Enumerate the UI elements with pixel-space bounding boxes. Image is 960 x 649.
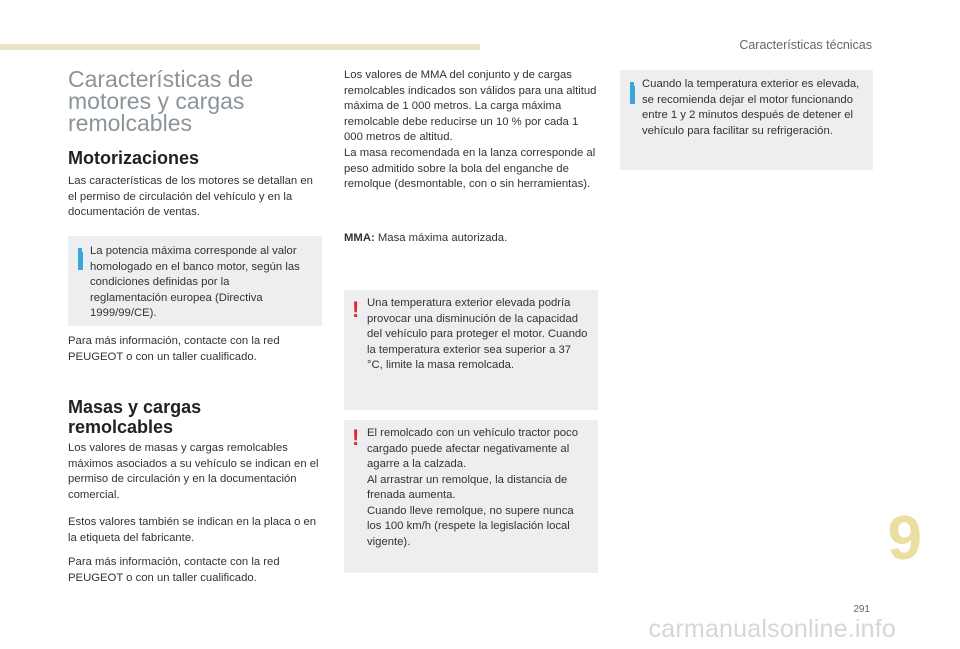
- heading-motorizaciones: Motorizaciones: [68, 148, 200, 168]
- masas-more-info: Para más información, contacte con la red PEUGEOT o con un taller cualificado.: [68, 556, 280, 584]
- mma-text: Masa máxima autorizada.: [374, 232, 508, 244]
- mma-label: MMA:: [344, 232, 375, 244]
- warning-box-temperatura-text: Una temperatura exterior elevada podría provocar una disminución de la capacidad del vehículo para proteger el motor. Cuando la temperatura exterior sea superior a 37 °C, limite la masa remolcada.: [367, 297, 588, 371]
- section-title: Características técnicas: [739, 38, 872, 52]
- warning-box-remolcado: [344, 420, 598, 573]
- info-box-potencia: [68, 236, 322, 326]
- info-box-refrigeracion-text: Cuando la temperatura exterior es elevada, se recomienda dejar el motor funcionando entre 1 y 2 minutos después de detener el vehículo para facilitar su refrigeración.: [642, 78, 860, 137]
- warning-remolcado-line-3: Cuando lleve remolque, no supere nunca los 100 km/h (respete la legislación local vigente).: [367, 504, 574, 548]
- mma-definition: [344, 231, 600, 247]
- page-number: 291: [853, 604, 870, 615]
- lanza-paragraph: La masa recomendada en la lanza corresponde al peso admitido sobre la bola del enganche de remolque (desmontable, con o sin herramientas).: [344, 147, 596, 190]
- warning-box-remolcado-text: [367, 426, 591, 550]
- info-box-potencia-text: La potencia máxima corresponde al valor homologado en el banco motor, según las condiciones definidas por la reglamentación europea (Directiva 1999/99/CE).: [90, 245, 300, 319]
- masas-paragraph-1: Los valores de masas y cargas remolcables máximos asociados a su vehículo se indican en el permiso de circulación y en la documentación comercial.: [68, 442, 319, 501]
- page-title: Características de motores y cargas remolcables: [68, 66, 254, 136]
- header-accent-bar: [0, 44, 480, 50]
- motorizaciones-paragraph: Las características de los motores se detallan en el permiso de circulación del vehículo y en la documentación de ventas.: [68, 175, 313, 218]
- warning-remolcado-line-1: El remolcado con un vehículo tractor poco cargado puede afectar negativamente al agarre a la calzada.: [367, 427, 578, 470]
- warning-icon: !: [352, 297, 360, 322]
- masas-paragraph-2: Estos valores también se indican en la placa o en la etiqueta del fabricante.: [68, 516, 317, 544]
- warning-icon: !: [352, 425, 360, 450]
- warning-box-temperatura: [344, 290, 598, 410]
- info-box-refrigeracion: [620, 70, 873, 170]
- heading-masas: Masas y cargas remolcables: [68, 397, 202, 437]
- chapter-number: 9: [887, 504, 922, 573]
- warning-remolcado-line-2: Al arrastrar un remolque, la distancia de frenada aumenta.: [367, 473, 568, 501]
- mma-validity-paragraph: Los valores de MMA del conjunto y de cargas remolcables indicados son válidos para una altitud máxima de 1 000 metros. La carga máxima remolcable debe reducirse un 10 % por cada 1 000 metros de altitud.: [344, 69, 597, 143]
- motorizaciones-more-info: Para más información, contacte con la red PEUGEOT o con un taller cualificado.: [68, 335, 280, 363]
- info-icon: [78, 248, 82, 270]
- watermark: carmanualsonline.info: [648, 615, 896, 643]
- info-icon: [630, 82, 634, 104]
